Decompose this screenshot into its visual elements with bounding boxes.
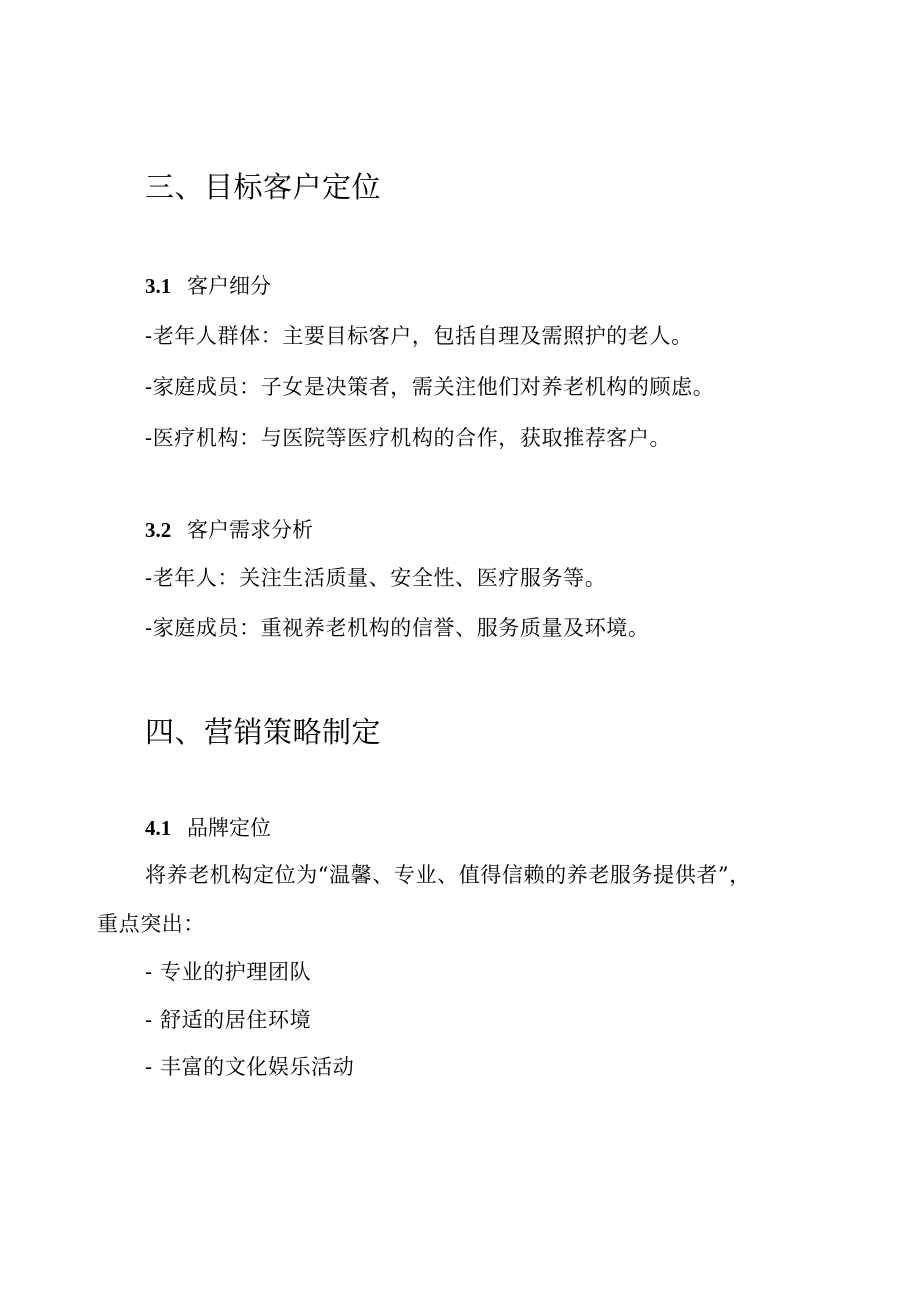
subsection-number: 4.1 [145,816,172,840]
list-item: -家庭成员：重视养老机构的信誉、服务质量及环境。 [145,616,650,640]
subsection-number: 3.1 [145,274,172,298]
subsection-heading-4-1 [145,814,271,842]
paragraph-line: 重点突出： [97,912,205,936]
subsection-title: 客户需求分析 [187,518,313,542]
paragraph-line: 将养老机构定位为“温馨、专业、值得信赖的养老服务提供者”， [145,863,751,887]
list-item: -家庭成员：子女是决策者，需关注他们对养老机构的顾虑。 [145,375,715,399]
subsection-number: 3.2 [145,518,172,542]
section-heading-4: 四、营销策略制定 [145,715,382,749]
list-item: -医疗机构：与医院等医疗机构的合作，获取推荐客户。 [145,426,672,450]
list-item: -老年人：关注生活质量、安全性、医疗服务等。 [145,566,607,590]
subsection-title: 品牌定位 [187,816,271,840]
list-item: -老年人群体：主要目标客户，包括自理及需照护的老人。 [145,324,693,348]
subsection-heading-3-2 [145,516,313,544]
list-item: - 丰富的文化娱乐活动 [145,1055,355,1079]
subsection-heading-3-1 [145,272,271,300]
list-item: - 专业的护理团队 [145,960,312,984]
list-item: - 舒适的居住环境 [145,1008,312,1032]
section-heading-3: 三、目标客户定位 [145,170,382,204]
subsection-title: 客户细分 [187,274,271,298]
